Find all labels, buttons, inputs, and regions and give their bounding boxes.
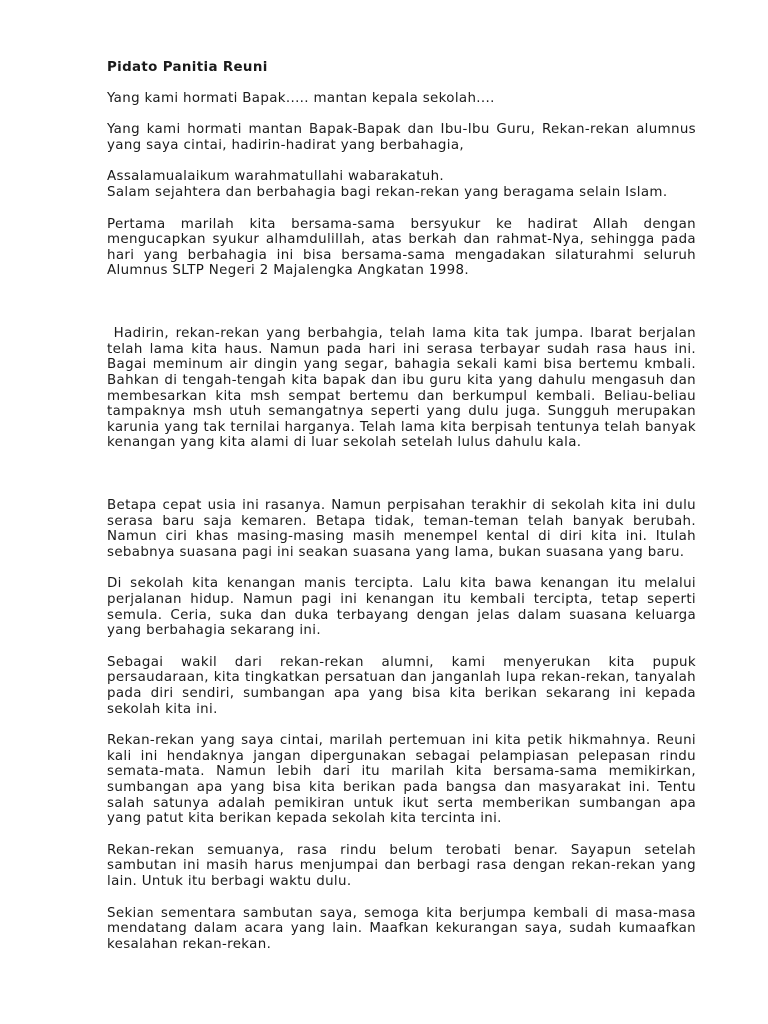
paragraph-line: Rekan-rekan yang saya cintai, marilah pertemuan ini kita petik hikmahnya. Reuni kali ini hendaknya jangan dipergunakan sebagai pelampiasan pelepasan rindu semata-mata. Namun lebih dari itu marilah kita bersama-sama memikirkan, sumbangan apa yang bisa kita berikan pada bangsa dan masyarakat ini. Tentu salah satunya adalah pemikiran untuk ikut serta memberikan sumbangan apa yang patut kita berikan kepada sekolah kita tercinta ini.	[107, 733, 696, 827]
paragraph-line: Yang kami hormati Bapak..... mantan kepala sekolah....	[107, 90, 495, 106]
paragraph-line: Hadirin, rekan-rekan yang berbahgia, telah lama kita tak jumpa. Ibarat berjalan telah lama kita haus. Namun pada hari ini serasa terbayar sudah rasa haus ini. Bagai meminum air dingin yang segar, bahagia sekali kami bisa bertemu kmbali. Bahkan di tengah-tengah kita bapak dan ibu guru kita yang dahulu mengasuh dan membesarkan kita msh sempat bertemu dan berkumpul kembali. Beliau-beliau tampaknya msh utuh semangatnya seperti yang dulu juga. Sungguh merupakan karunia yang tak ternilai harganya. Telah lama kita berpisah tentunya telah banyak kenangan yang kita alami di luar sekolah setelah lulus dahulu kala.	[107, 326, 701, 451]
paragraph-kenangan	[107, 576, 696, 638]
paragraph-wakil-alumni	[107, 655, 696, 717]
paragraph-salam	[107, 169, 696, 200]
paragraph-greeting-headmaster	[107, 91, 696, 107]
document-page	[107, 60, 701, 968]
paragraph-syukur	[107, 217, 696, 279]
paragraph-usia	[107, 498, 696, 560]
paragraph-line: Pertama marilah kita bersama-sama bersyukur ke hadirat Allah dengan mengucapkan syukur alhamdulillah, atas berkah dan rahmat-Nya, sehingga pada hari yang berbahagia ini bisa bersama-sama mengadakan silaturahmi seluruh Alumnus SLTP Negeri 2 Majalengka Angkatan 1998.	[107, 216, 696, 279]
document-title: Pidato Panitia Reuni	[107, 60, 268, 75]
paragraph-penutup	[107, 906, 696, 953]
paragraph-rindu	[107, 843, 696, 890]
paragraph-line: Assalamualaikum warahmatullahi wabarakatuh.	[107, 169, 445, 185]
paragraph-line: Yang kami hormati mantan Bapak-Bapak dan Ibu-Ibu Guru, Rekan-rekan alumnus yang saya cintai, hadirin-hadirat yang berbahagia,	[107, 122, 696, 153]
paragraph-line: Sekian sementara sambutan saya, semoga kita berjumpa kembali di masa-masa mendatang dalam acara yang lain. Maafkan kekurangan saya, sudah kumaafkan kesalahan rekan-rekan.	[107, 905, 696, 952]
paragraph-line: Rekan-rekan semuanya, rasa rindu belum terobati benar. Sayapun setelah sambutan ini masih harus menjumpai dan berbagi rasa dengan rekan-rekan yang lain. Untuk itu berbagi waktu dulu.	[107, 842, 696, 889]
paragraph-hadirin	[107, 295, 701, 482]
paragraph-line: Betapa cepat usia ini rasanya. Namun perpisahan terakhir di sekolah kita ini dulu serasa baru saja kemaren. Betapa tidak, teman-teman telah banyak berubah. Namun ciri khas masing-masing masih menempel kental di diri kita ini. Itulah sebabnya suasana pagi ini seakan suasana yang lama, bukan suasana yang baru.	[107, 498, 696, 560]
paragraph-greeting-teachers	[107, 122, 696, 153]
paragraph-line: Sebagai wakil dari rekan-rekan alumni, kami menyerukan kita pupuk persaudaraan, kita tingkatkan persatuan dan janganlah lupa rekan-rekan, tanyalah pada diri sendiri, sumbangan apa yang bisa kita berikan sekarang ini kepada sekolah kita ini.	[107, 654, 696, 717]
paragraph-line: Di sekolah kita kenangan manis tercipta. Lalu kita bawa kenangan itu melalui perjalanan hidup. Namun pagi ini kenangan itu kembali tercipta, tetap seperti semula. Ceria, suka dan duka terbayang dengan jelas dalam suasana keluarga yang berbahagia sekarang ini.	[107, 576, 696, 639]
paragraph-hikmah	[107, 733, 696, 827]
paragraph-line: Salam sejahtera dan berbahagia bagi rekan-rekan yang beragama selain Islam.	[107, 184, 668, 200]
